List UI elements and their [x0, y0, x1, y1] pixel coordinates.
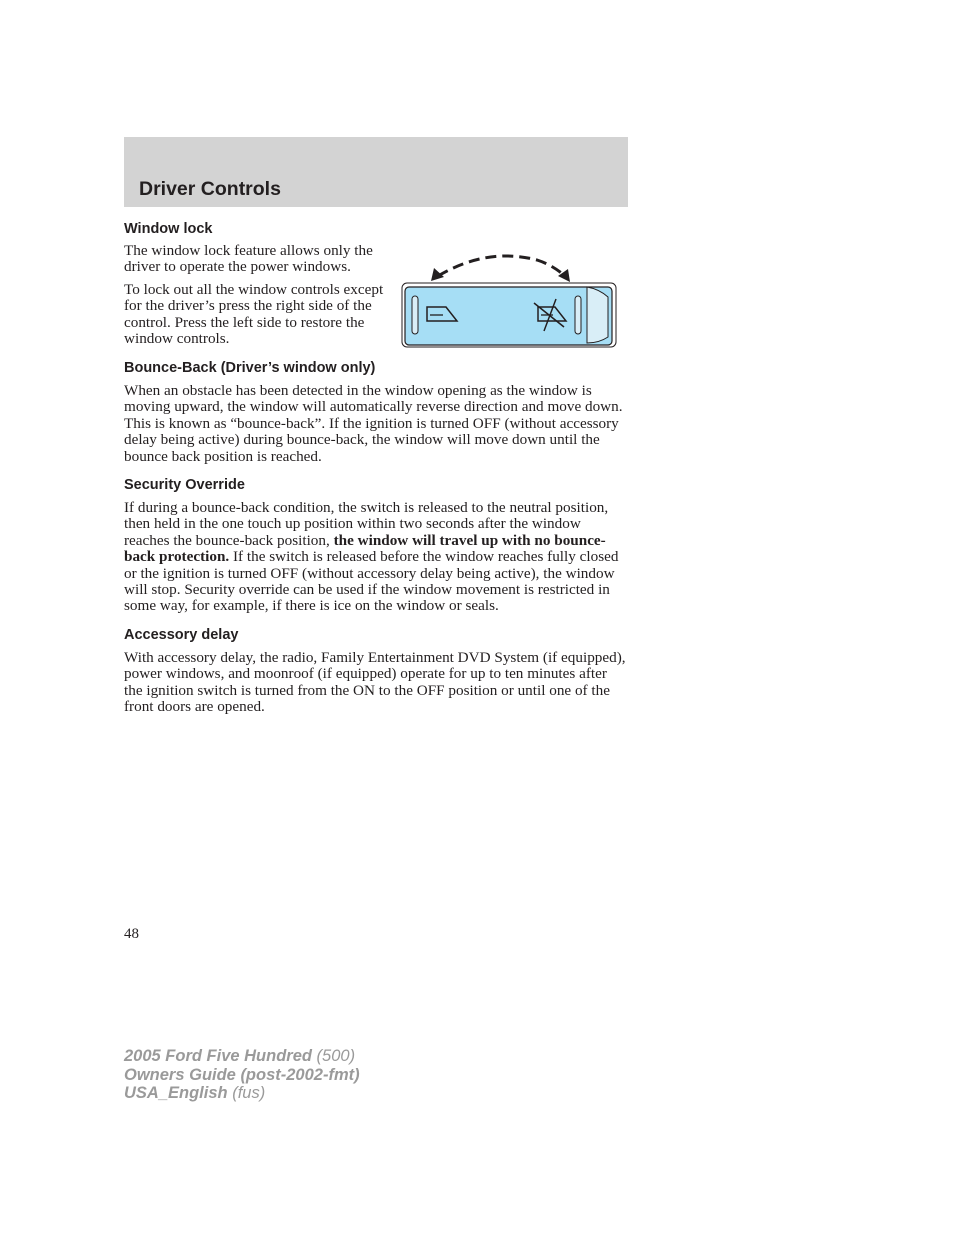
window-lock-text [124, 243, 386, 347]
footer-vehicle: 2005 Ford Five Hundred [124, 1047, 312, 1065]
document-footer [124, 1047, 360, 1103]
bounce-back-heading: Bounce-Back (Driver’s window only) [124, 360, 376, 376]
window-lock-switch-figure [401, 253, 621, 348]
accessory-delay-section [124, 626, 628, 716]
page-content [124, 220, 628, 716]
window-lock-para-2: To lock out all the window controls except for the driver’s press the right side of the control. Press the left side to restore the window controls. [124, 280, 384, 348]
bounce-back-para: When an obstacle has been detected in the window opening as the window is moving upward, the window will automatically reverse direction and move down. This is known as “bounce-back”. If the ignition is turned OFF (without accessory delay being active) during bounce-back, the window will move down until the bounce back position is reached. [124, 382, 623, 465]
double-arrow-icon [431, 256, 570, 282]
window-lock-para-1: The window lock feature allows only the driver to operate the power windows. [124, 242, 373, 276]
footer-language-code: (fus) [227, 1084, 266, 1102]
security-override-section [124, 476, 628, 615]
section-title: Driver Controls [139, 178, 281, 200]
security-override-text-end: If the switch is released before the window reaches fully closed or the ignition is turned OFF (without accessory delay being active), the window will stop. Security override can be used if the window movement is restricted in some way, for example, if there is ice on the window or seals. [124, 548, 619, 615]
footer-guide: Owners Guide (post-2002-fmt) [124, 1065, 360, 1084]
section-header-band [124, 137, 628, 207]
security-override-bold-text: the window will travel up with no bounce-back protection. [124, 531, 606, 566]
window-lock-heading: Window lock [124, 221, 213, 237]
page-number: 48 [124, 926, 139, 942]
bounce-back-section [124, 359, 628, 465]
footer-line-2 [124, 1066, 360, 1085]
security-override-para [124, 500, 628, 615]
footer-model-code: (500) [311, 1047, 356, 1065]
security-override-text-start: If during a bounce-back condition, the switch is released to the neutral position, then held in the one touch up position within two seconds after the window reaches the bounce-back position, [124, 499, 609, 549]
accessory-delay-heading: Accessory delay [124, 626, 239, 643]
window-lock-section [124, 243, 628, 348]
footer-language: USA_English [124, 1084, 228, 1102]
security-override-heading: Security Override [124, 477, 245, 494]
footer-line-1 [124, 1047, 360, 1066]
accessory-delay-para: With accessory delay, the radio, Family Entertainment DVD System (if equipped), power windows, and moonroof (if equipped) operate for up to ten minutes after the ignition switch is turned from the ON to the OFF position or until one of the front doors are opened. [124, 648, 626, 716]
footer-line-3 [124, 1084, 360, 1103]
